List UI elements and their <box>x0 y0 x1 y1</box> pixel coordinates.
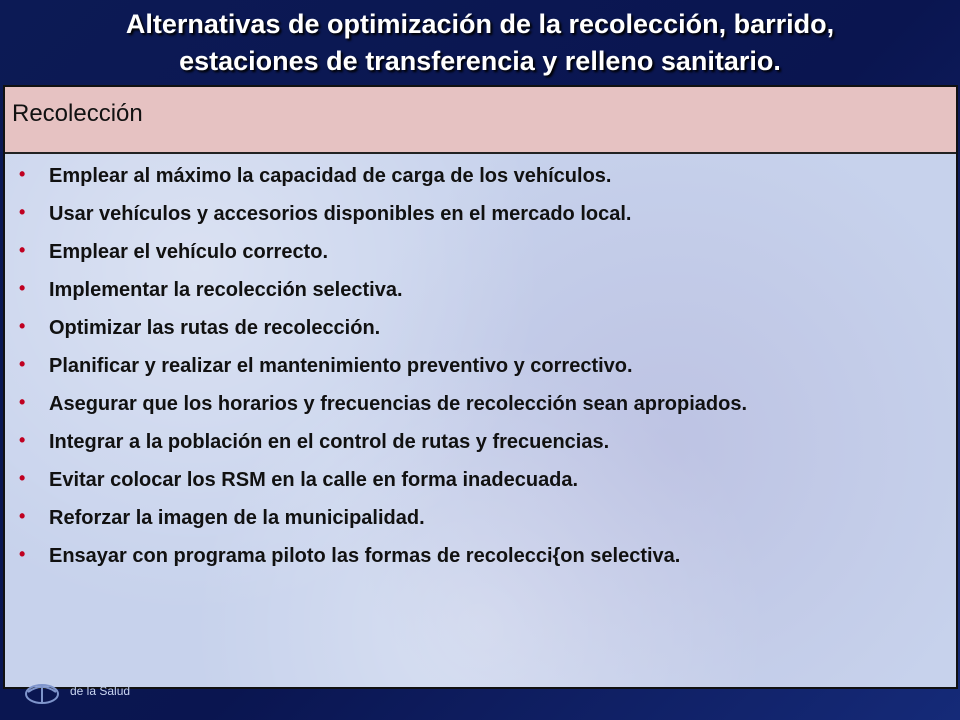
bullet-icon: • <box>19 164 26 184</box>
list-item-text: Ensayar con programa piloto las formas de recolecci{on selectiva. <box>49 545 681 567</box>
bullet-icon: • <box>19 354 26 374</box>
list-item-text: Implementar la recolección selectiva. <box>49 279 403 301</box>
footer-text: de la Salud <box>70 684 131 698</box>
bullet-icon: • <box>19 430 26 450</box>
bullet-list <box>5 161 956 579</box>
list-item <box>5 427 956 457</box>
list-item <box>5 237 956 267</box>
list-item-text: Asegurar que los horarios y frecuencias de recolección sean apropiados. <box>49 393 748 415</box>
list-item <box>5 351 956 381</box>
slide-title <box>0 6 960 80</box>
list-item <box>5 389 956 419</box>
list-item-text: Emplear al máximo la capacidad de carga de los vehículos. <box>49 165 612 187</box>
list-item <box>5 503 956 533</box>
bullet-icon: • <box>19 392 26 412</box>
list-item-text: Emplear el vehículo correcto. <box>49 241 328 263</box>
slide-title-line-2: estaciones de transferencia y relleno sanitario. <box>179 46 781 76</box>
list-item-text: Planificar y realizar el mantenimiento preventivo y correctivo. <box>49 355 633 377</box>
bullet-icon: • <box>19 468 26 488</box>
list-item-text: Optimizar las rutas de recolección. <box>49 317 381 339</box>
bullet-icon: • <box>19 202 26 222</box>
bullet-icon: • <box>19 278 26 298</box>
section-header <box>5 87 956 154</box>
bullet-icon: • <box>19 544 26 564</box>
list-item <box>5 199 956 229</box>
list-item <box>5 161 956 191</box>
section-heading: Recolección <box>12 100 143 127</box>
bullet-icon: • <box>19 240 26 260</box>
slide-title-line-1: Alternativas de optimización de la recolección, barrido, <box>125 9 835 39</box>
content-panel <box>3 85 958 689</box>
list-item-text: Usar vehículos y accesorios disponibles en el mercado local. <box>49 203 632 225</box>
list-item-text: Reforzar la imagen de la municipalidad. <box>49 507 425 529</box>
list-item-text: Integrar a la población en el control de rutas y frecuencias. <box>49 431 610 453</box>
bullet-icon: • <box>19 316 26 336</box>
list-item <box>5 541 956 571</box>
organization-emblem-icon <box>22 678 62 706</box>
list-item-text: Evitar colocar los RSM en la calle en forma inadecuada. <box>49 469 579 491</box>
list-item <box>5 465 956 495</box>
list-item <box>5 275 956 305</box>
list-item <box>5 313 956 343</box>
bullet-icon: • <box>19 506 26 526</box>
